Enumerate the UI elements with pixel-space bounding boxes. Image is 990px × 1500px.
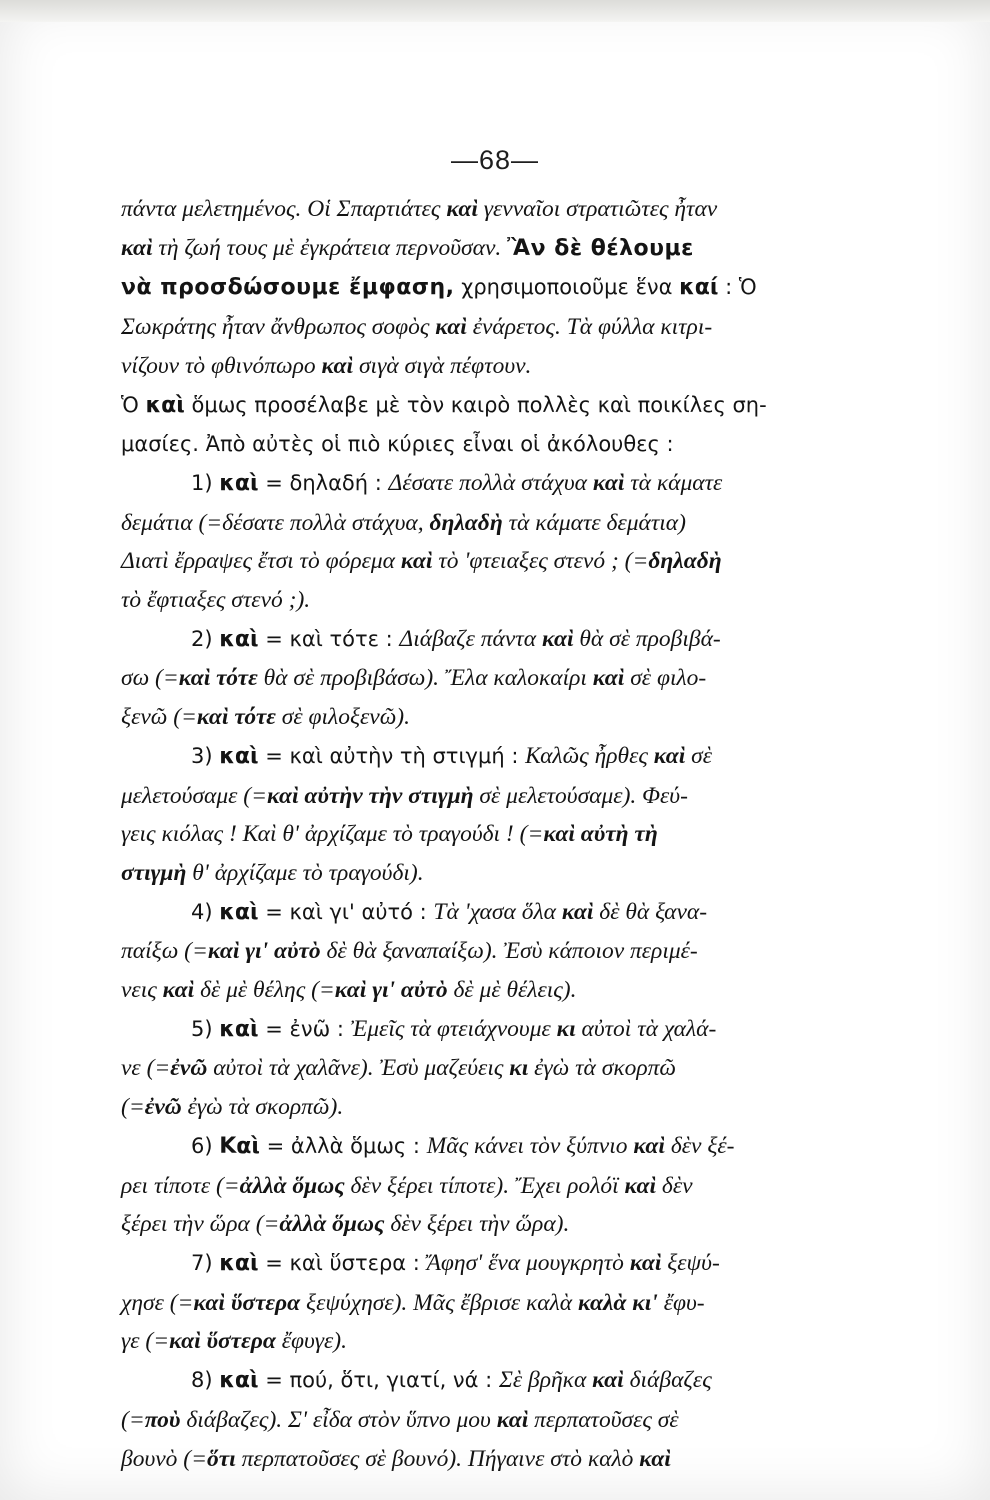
text-run: καὶ <box>219 1250 259 1276</box>
text-run: δηλαδὴ <box>648 548 722 575</box>
meaning-item-2 <box>121 620 893 737</box>
text-run: Διάβαζε πάντα <box>399 625 542 652</box>
text-run: καὶ <box>592 665 625 692</box>
text-run: Σωκράτης ἦταν ἄνθρωπος σοφὸς <box>121 314 436 341</box>
text-run: σὲ φιλοξενῶ). <box>275 704 411 731</box>
text-run: ρει τίποτε (= <box>121 1172 240 1199</box>
text-run: Καὶ <box>219 1133 260 1159</box>
text-line <box>191 470 722 496</box>
text-run: καὶ <box>400 548 433 575</box>
text-run: ἐνάρετος. Τὰ φύλλα κιτρι- <box>466 314 713 341</box>
text-run: ἀλλὰ ὅμως <box>239 1172 345 1199</box>
text-run: σὲ φιλο- <box>624 665 707 692</box>
text-run: κι <box>556 1015 576 1042</box>
text-run: καὶ τότε <box>196 704 276 731</box>
text-run: γεις κιόλας ! Καὶ θ' ἀρχίζαμε τὸ τραγούδι ! (= <box>121 821 544 848</box>
text-run: ποὺ <box>144 1406 181 1433</box>
text-run: σὲ <box>685 742 713 769</box>
text-run: ξεψύ- <box>661 1249 720 1276</box>
text-run: περπατοῦσες σὲ <box>528 1406 679 1433</box>
text-line <box>191 1367 712 1393</box>
text-run: = ἀλλὰ ὅμως : <box>259 1133 427 1158</box>
meaning-item-1 <box>121 464 893 620</box>
text-run: καὶ <box>639 1445 671 1472</box>
text-run: δὲ μὲ θέλεις). <box>447 977 577 1004</box>
text-line <box>121 1290 705 1316</box>
text-run: καὶ <box>219 1016 259 1042</box>
text-run: καὶ <box>435 314 467 341</box>
text-run: Καλῶς ἦρθες <box>525 742 654 769</box>
text-run: (= <box>121 1406 145 1433</box>
text-run: = καὶ τότε : <box>258 626 400 651</box>
text-run: καὶ <box>592 469 625 496</box>
text-run: νίζουν τὸ φθινόπωρο <box>121 352 322 379</box>
text-run: = δηλαδή : <box>258 470 389 495</box>
text-run: σω (= <box>121 665 179 692</box>
text-line <box>121 1055 676 1081</box>
text-run: καὶ <box>629 1249 662 1276</box>
text-run: καὶ <box>446 196 478 222</box>
text-line <box>121 977 576 1003</box>
text-run: ξεψύχησε). Μᾶς ἔβρισε καλὰ <box>300 1289 578 1316</box>
text-line <box>191 1250 720 1276</box>
text-run: σὲ μελετούσαμε). Φεύ- <box>473 782 688 809</box>
text-run: χησε (= <box>121 1289 194 1316</box>
text-run: καὶ αὐτὴ τὴ <box>543 821 658 848</box>
text-run: καὶ <box>653 742 686 769</box>
text-run: = καὶ αὐτὴν τὴ στιγμή : <box>258 743 526 768</box>
text-run: καὶ <box>121 234 153 261</box>
text-run: σιγὰ σιγὰ πέφτουν. <box>353 352 532 379</box>
text-line <box>121 274 757 300</box>
text-line <box>191 743 712 769</box>
text-run: δὲν ξέρει τίποτε). Ἔχει ρολόϊ <box>344 1172 625 1199</box>
text-run: καὶ <box>219 899 259 925</box>
text-line <box>121 353 531 379</box>
text-run: καὶ <box>219 470 259 496</box>
text-line <box>121 1211 569 1237</box>
text-run: 2) <box>191 626 220 651</box>
text-run: καὶ <box>219 743 259 769</box>
text-line <box>191 1016 716 1042</box>
text-run: μελετούσαμε (= <box>121 782 267 809</box>
text-line <box>191 1133 734 1159</box>
text-run: ἔφυ- <box>657 1289 705 1316</box>
text-run: δὲ θὰ ξαναπαίξω). Ἐσὺ κάποιον περιμέ- <box>320 938 698 965</box>
text-run: 6) <box>191 1133 220 1158</box>
text-run: καὶ αὐτὴν τὴν στιγμὴ <box>266 782 474 809</box>
text-line <box>121 1407 679 1433</box>
text-run: καὶ <box>541 625 574 652</box>
text-run: θὰ σὲ προβιβάσω). Ἔλα καλοκαίρι <box>257 665 593 692</box>
text-line <box>121 860 424 886</box>
text-run: χρησιμοποιοῦμε ἕνα <box>454 275 680 300</box>
text-run: ὅμως προσέλαβε μὲ τὸν καιρὸ πολλὲς καὶ ποικίλες ση- <box>184 392 767 417</box>
text-run: αὐτοὶ τὰ χαλά- <box>575 1015 717 1042</box>
text-run: Δέσατε πολλὰ στάχυα <box>388 469 593 496</box>
text-line <box>121 665 706 691</box>
text-run: 4) <box>191 899 220 924</box>
text-line <box>121 314 712 340</box>
text-line <box>121 510 686 536</box>
text-line <box>121 548 722 574</box>
text-line <box>121 1173 693 1199</box>
text-run: στιγμὴ <box>121 859 187 886</box>
text-run: τὰ κάματε <box>624 469 723 496</box>
text-run: καὶ <box>219 626 259 652</box>
text-run: 8) <box>191 1368 220 1393</box>
text-run: Μᾶς κάνει τὸν ξύπνιο <box>426 1132 634 1159</box>
text-run: αὐτοὶ τὰ χαλᾶνε). Ἐσὺ μαζεύεις <box>207 1055 510 1082</box>
text-line <box>121 235 694 261</box>
text-run: τὰ κάματε δεμάτια) <box>502 509 686 536</box>
text-run: τὴ ζωή τους μὲ ἐγκράτεια περνοῦσαν. <box>152 234 508 261</box>
text-run: παίξω (= <box>121 938 208 965</box>
text-line <box>121 821 658 847</box>
text-run: πάντα μελετημένος. Οἱ Σπαρτιάτες <box>121 196 447 222</box>
text-run: (= <box>121 1094 145 1121</box>
text-run: = ἐνῶ : <box>258 1016 351 1041</box>
text-run: δὲν ξέ- <box>664 1132 735 1159</box>
text-run: καὶ <box>219 1368 259 1394</box>
page-number: —68— <box>450 145 540 175</box>
text-run: δὲν <box>656 1172 693 1199</box>
text-line <box>121 196 717 222</box>
text-run: ἐνῶ <box>170 1055 208 1082</box>
text-run: διάβαζες). Σ' εἶδα στὸν ὕπνο μου <box>180 1406 497 1433</box>
text-line <box>121 783 688 809</box>
text-run: 3) <box>191 743 220 768</box>
text-run: γενναῖοι στρατιῶτες ἦταν <box>477 196 718 222</box>
text-run: διάβαζες <box>623 1367 712 1394</box>
paragraph <box>121 190 893 386</box>
text-body <box>121 190 893 1478</box>
meaning-item-6 <box>121 1127 893 1244</box>
text-run: = καὶ γι' αὐτό : <box>258 899 434 924</box>
text-line <box>121 704 410 730</box>
meaning-item-7 <box>121 1244 893 1361</box>
text-run: : Ὁ <box>718 275 757 300</box>
text-run: Ὁ <box>121 392 146 417</box>
page-top-edge <box>0 0 990 22</box>
text-run: Ἐμεῖς τὰ φτειάχνουμε <box>350 1015 557 1042</box>
text-run: δὲ μὲ θέλης (= <box>194 977 335 1004</box>
text-run: καί <box>679 275 719 301</box>
text-run: δὲν ξέρει τὴν ὥρα). <box>384 1211 570 1238</box>
text-run: ἐγὼ τὰ σκορπῶ). <box>181 1094 344 1121</box>
text-run: νὰ προσδώσουμε ἔμφαση, <box>121 275 455 301</box>
text-run: Ἂν δὲ θέλουμε <box>507 235 694 261</box>
text-run: καὶ <box>592 1367 624 1394</box>
text-run: γε (= <box>121 1328 170 1355</box>
text-line <box>121 587 310 613</box>
text-line <box>121 392 767 418</box>
text-run: δὲ θὰ ξανα- <box>593 898 708 925</box>
meaning-item-5 <box>121 1010 893 1127</box>
text-run: = πού, ὅτι, γιατί, νά : <box>258 1368 499 1393</box>
text-run: περπατοῦσες σὲ βουνό). Πήγαινε στὸ καλὸ <box>235 1445 640 1472</box>
paragraph <box>121 386 893 464</box>
text-line <box>191 626 721 652</box>
text-run: βουνὸ (= <box>121 1445 207 1472</box>
text-run: μασίες. Ἀπὸ αὐτὲς οἱ πιὸ κύριες εἶναι οἱ ἀκόλουθες : <box>121 432 674 457</box>
text-run: καὶ <box>162 977 195 1004</box>
text-run: νε (= <box>121 1055 171 1082</box>
text-run: καὶ <box>145 392 185 418</box>
meaning-item-8 <box>121 1361 893 1478</box>
text-run: ἔφυγε). <box>275 1328 348 1355</box>
text-line <box>121 431 674 457</box>
text-run: ἐνῶ <box>144 1094 182 1121</box>
text-run: καλὰ κι' <box>578 1289 658 1316</box>
text-run: τὸ 'φτειαξες στενό ; (= <box>432 548 649 575</box>
text-run: ξέρει τὴν ὥρα (= <box>121 1211 280 1238</box>
text-run: Τὰ 'χασα ὅλα <box>433 898 562 925</box>
meaning-item-4 <box>121 893 893 1010</box>
text-run: καὶ ὕστερα <box>193 1289 301 1316</box>
text-run: θ' ἀρχίζαμε τὸ τραγούδι). <box>186 859 424 886</box>
meaning-item-3 <box>121 737 893 893</box>
text-run: καὶ γι' αὐτὸ <box>334 977 448 1004</box>
text-run: τὸ ἔφτιαξες στενό ;). <box>121 587 311 614</box>
text-run: 1) <box>191 470 220 495</box>
text-line <box>121 1094 343 1120</box>
text-line <box>191 899 707 925</box>
text-run: ὅτι <box>206 1445 236 1472</box>
text-run: καὶ γι' αὐτὸ <box>207 938 321 965</box>
text-run: ἐγὼ τὰ σκορπῶ <box>528 1055 676 1082</box>
text-run: 7) <box>191 1250 220 1275</box>
text-run: καὶ <box>321 352 354 379</box>
text-run: καὶ <box>496 1406 529 1433</box>
text-run: θὰ σὲ προβιβά- <box>573 625 721 652</box>
text-run: Σὲ βρῆκα <box>498 1367 593 1394</box>
text-run: 5) <box>191 1016 220 1041</box>
text-run: νεις <box>121 977 163 1004</box>
text-run: καὶ ὕστερα <box>169 1328 276 1355</box>
text-line <box>121 1328 347 1354</box>
text-run: καὶ τότε <box>178 665 258 692</box>
text-run: ξενῶ (= <box>121 704 197 731</box>
text-run: κι <box>509 1055 529 1082</box>
text-run: Ἄφησ' ἕνα μουγκρητὸ <box>426 1249 630 1276</box>
text-run: καὶ <box>624 1172 657 1199</box>
text-line <box>121 938 698 964</box>
text-run: δηλαδὴ <box>429 509 503 536</box>
text-run: = καὶ ὕστερα : <box>258 1250 427 1275</box>
text-run: δεμάτια (=δέσατε πολλὰ στάχυα, <box>121 509 430 536</box>
text-run: καὶ <box>561 898 594 925</box>
text-run: καὶ <box>633 1132 665 1159</box>
text-run: Διατὶ ἔρραψες ἔτσι τὸ φόρεμα <box>121 548 401 575</box>
text-run: ἀλλὰ ὅμως <box>279 1211 385 1238</box>
text-line <box>121 1446 671 1472</box>
